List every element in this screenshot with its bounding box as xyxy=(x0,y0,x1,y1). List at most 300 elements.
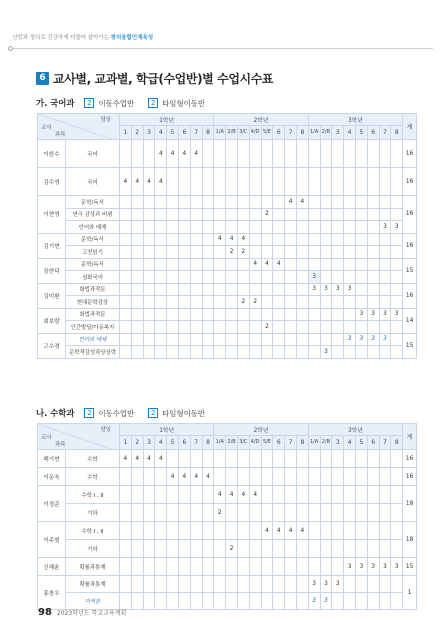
empty-cell xyxy=(167,283,179,296)
empty-cell xyxy=(391,321,403,334)
empty-cell xyxy=(178,346,190,359)
empty-cell xyxy=(237,196,249,209)
hours-cell: 3 xyxy=(355,558,367,576)
empty-cell xyxy=(355,540,367,558)
empty-cell xyxy=(120,308,132,321)
teacher-name: 이동욱 xyxy=(38,468,66,486)
empty-cell xyxy=(261,504,273,522)
empty-cell xyxy=(237,593,249,610)
empty-cell xyxy=(367,168,379,196)
empty-cell xyxy=(308,296,320,309)
empty-cell xyxy=(296,593,308,610)
class-number-header: 5 xyxy=(167,126,179,140)
empty-cell xyxy=(355,283,367,296)
subject-name: 인간발달/아동복지 xyxy=(66,321,120,334)
empty-cell xyxy=(344,468,356,486)
empty-cell xyxy=(226,333,238,346)
empty-cell xyxy=(237,346,249,359)
empty-cell xyxy=(344,576,356,593)
empty-cell xyxy=(379,450,391,468)
empty-cell xyxy=(131,140,143,168)
empty-cell xyxy=(261,271,273,284)
empty-cell xyxy=(226,504,238,522)
empty-cell xyxy=(379,208,391,221)
table-row xyxy=(38,258,417,271)
empty-cell xyxy=(367,540,379,558)
grade-3-header: 3학년 xyxy=(308,424,402,436)
hours-cell: 3 xyxy=(379,558,391,576)
empty-cell xyxy=(332,271,344,284)
empty-cell xyxy=(143,233,155,246)
class-number-header: 5 xyxy=(355,126,367,140)
empty-cell xyxy=(285,540,297,558)
table-row xyxy=(38,468,417,486)
class-number-header: 4/D xyxy=(249,126,261,140)
hours-cell: 2 xyxy=(214,504,226,522)
empty-cell xyxy=(202,233,214,246)
empty-cell xyxy=(214,258,226,271)
empty-cell xyxy=(202,540,214,558)
empty-cell xyxy=(167,346,179,359)
empty-cell xyxy=(167,504,179,522)
grade-1-header: 1학년 xyxy=(120,114,214,126)
row-total: 15 xyxy=(403,258,417,283)
empty-cell xyxy=(120,558,132,576)
empty-cell xyxy=(296,321,308,334)
empty-cell xyxy=(320,258,332,271)
subject-name: 수학 xyxy=(66,468,120,486)
empty-cell xyxy=(143,540,155,558)
hours-cell: 3 xyxy=(332,283,344,296)
empty-cell xyxy=(320,504,332,522)
empty-cell xyxy=(355,522,367,540)
hours-cell: 3 xyxy=(379,308,391,321)
total-header: 계 xyxy=(403,114,417,140)
hours-cell: 3 xyxy=(320,593,332,610)
empty-cell xyxy=(155,540,167,558)
teacher-name: 이현영 xyxy=(38,196,66,234)
empty-cell xyxy=(120,140,132,168)
empty-cell xyxy=(237,450,249,468)
subject-name: 수학 I , II xyxy=(66,522,120,540)
empty-cell xyxy=(167,540,179,558)
empty-cell xyxy=(285,504,297,522)
empty-cell xyxy=(308,140,320,168)
empty-cell xyxy=(249,321,261,334)
table-row xyxy=(38,333,417,346)
hours-cell: 3 xyxy=(320,346,332,359)
empty-cell xyxy=(320,450,332,468)
empty-cell xyxy=(391,233,403,246)
hours-cell: 4 xyxy=(285,196,297,209)
empty-cell xyxy=(261,296,273,309)
legend-label-time-type: 타임형이동반 xyxy=(162,98,206,108)
empty-cell xyxy=(249,221,261,234)
empty-cell xyxy=(391,540,403,558)
empty-cell xyxy=(167,208,179,221)
empty-cell xyxy=(367,221,379,234)
table-row xyxy=(38,576,417,593)
empty-cell xyxy=(273,486,285,504)
empty-cell xyxy=(285,468,297,486)
teacher-name: 홍창우 xyxy=(38,576,66,610)
empty-cell xyxy=(332,140,344,168)
empty-cell xyxy=(273,296,285,309)
empty-cell xyxy=(143,283,155,296)
class-number-header: 6 xyxy=(273,436,285,450)
row-total: 16 xyxy=(403,196,417,234)
empty-cell xyxy=(202,168,214,196)
empty-cell xyxy=(155,486,167,504)
class-number-header: 8 xyxy=(296,126,308,140)
subject-name: 확률과통계 xyxy=(66,576,120,593)
empty-cell xyxy=(120,271,132,284)
empty-cell xyxy=(285,321,297,334)
empty-cell xyxy=(143,468,155,486)
empty-cell xyxy=(391,504,403,522)
empty-cell xyxy=(320,486,332,504)
empty-cell xyxy=(308,522,320,540)
empty-cell xyxy=(143,296,155,309)
empty-cell xyxy=(296,450,308,468)
empty-cell xyxy=(273,283,285,296)
class-number-header: 7 xyxy=(379,126,391,140)
hours-cell: 4 xyxy=(226,233,238,246)
subject-name: 연극 감상과 비평 xyxy=(66,208,120,221)
empty-cell xyxy=(178,196,190,209)
empty-cell xyxy=(155,522,167,540)
empty-cell xyxy=(367,576,379,593)
empty-cell xyxy=(332,593,344,610)
header-divider xyxy=(10,48,433,49)
table-row xyxy=(38,308,417,321)
class-number-header: 8 xyxy=(202,126,214,140)
class-number-header: 7 xyxy=(379,436,391,450)
empty-cell xyxy=(344,208,356,221)
empty-cell xyxy=(391,258,403,271)
empty-cell xyxy=(249,140,261,168)
empty-cell xyxy=(226,296,238,309)
class-number-header: 2/B xyxy=(226,436,238,450)
hours-cell: 4 xyxy=(273,522,285,540)
subsection-korean-header xyxy=(36,97,215,109)
empty-cell xyxy=(202,258,214,271)
empty-cell xyxy=(226,450,238,468)
empty-cell xyxy=(190,593,202,610)
empty-cell xyxy=(178,271,190,284)
hours-cell: 3 xyxy=(332,576,344,593)
empty-cell xyxy=(202,283,214,296)
empty-cell xyxy=(214,558,226,576)
subject-name: 언어와 매체 xyxy=(66,221,120,234)
empty-cell xyxy=(131,196,143,209)
empty-cell xyxy=(273,308,285,321)
empty-cell xyxy=(391,486,403,504)
empty-cell xyxy=(332,504,344,522)
empty-cell xyxy=(320,321,332,334)
empty-cell xyxy=(226,308,238,321)
empty-cell xyxy=(344,321,356,334)
hours-cell: 3 xyxy=(391,221,403,234)
empty-cell xyxy=(131,308,143,321)
class-number-header: 1/A xyxy=(308,126,320,140)
table-row xyxy=(38,346,417,359)
table-row xyxy=(38,558,417,576)
teacher-name: 이경준 xyxy=(38,486,66,522)
empty-cell xyxy=(355,140,367,168)
class-number-header: 7 xyxy=(190,126,202,140)
grade-2-header: 2학년 xyxy=(214,114,308,126)
empty-cell xyxy=(155,296,167,309)
empty-cell xyxy=(131,468,143,486)
empty-cell xyxy=(332,540,344,558)
empty-cell xyxy=(367,246,379,259)
corner-teacher-label: 교사 xyxy=(41,125,52,131)
empty-cell xyxy=(285,233,297,246)
hours-cell: 4 xyxy=(143,450,155,468)
empty-cell xyxy=(143,346,155,359)
empty-cell xyxy=(261,283,273,296)
empty-cell xyxy=(178,522,190,540)
empty-cell xyxy=(190,321,202,334)
empty-cell xyxy=(367,208,379,221)
empty-cell xyxy=(178,246,190,259)
empty-cell xyxy=(320,333,332,346)
hours-cell: 3 xyxy=(320,576,332,593)
empty-cell xyxy=(296,258,308,271)
row-total: 16 xyxy=(403,233,417,258)
subsection-title: 가. 국어과 xyxy=(36,98,75,108)
empty-cell xyxy=(131,522,143,540)
class-number-header: 4 xyxy=(344,436,356,450)
empty-cell xyxy=(308,246,320,259)
class-number-header: 6 xyxy=(367,436,379,450)
empty-cell xyxy=(214,540,226,558)
empty-cell xyxy=(332,346,344,359)
empty-cell xyxy=(273,233,285,246)
subject-name: 국어 xyxy=(66,140,120,168)
corner-homeroom-label: 담임 xyxy=(100,427,111,433)
hours-cell: 4 xyxy=(143,168,155,196)
empty-cell xyxy=(320,522,332,540)
empty-cell xyxy=(131,486,143,504)
empty-cell xyxy=(178,308,190,321)
empty-cell xyxy=(261,333,273,346)
hours-cell: 2 xyxy=(261,208,273,221)
empty-cell xyxy=(214,140,226,168)
class-number-header: 1/A xyxy=(308,436,320,450)
empty-cell xyxy=(355,233,367,246)
hours-cell: 3 xyxy=(344,283,356,296)
empty-cell xyxy=(379,468,391,486)
section-title-text: 교사별, 교과별, 학급(수업반)별 수업시수표 xyxy=(53,72,274,86)
class-number-header: 3/C xyxy=(237,436,249,450)
row-total: 16 xyxy=(403,168,417,196)
hours-cell: 3 xyxy=(308,593,320,610)
empty-cell xyxy=(344,540,356,558)
subject-name: 기하 xyxy=(66,540,120,558)
empty-cell xyxy=(249,450,261,468)
class-number-header: 8 xyxy=(391,126,403,140)
empty-cell xyxy=(285,576,297,593)
empty-cell xyxy=(214,308,226,321)
empty-cell xyxy=(273,346,285,359)
empty-cell xyxy=(261,140,273,168)
empty-cell xyxy=(285,140,297,168)
empty-cell xyxy=(249,504,261,522)
empty-cell xyxy=(332,308,344,321)
empty-cell xyxy=(285,308,297,321)
empty-cell xyxy=(237,308,249,321)
hours-cell: 4 xyxy=(285,522,297,540)
empty-cell xyxy=(190,233,202,246)
hours-cell: 3 xyxy=(308,576,320,593)
empty-cell xyxy=(143,333,155,346)
empty-cell xyxy=(285,296,297,309)
class-number-header: 5 xyxy=(167,436,179,450)
subject-name: 문학적감성과상상력 xyxy=(66,346,120,359)
empty-cell xyxy=(237,168,249,196)
empty-cell xyxy=(273,321,285,334)
empty-cell xyxy=(391,593,403,610)
section-number-badge: 6 xyxy=(36,72,49,85)
legend-label-moving-class: 이동수업반 xyxy=(98,408,135,418)
footer-text: 2023학년도 학교교육계획 xyxy=(56,610,127,617)
empty-cell xyxy=(155,258,167,271)
empty-cell xyxy=(285,258,297,271)
empty-cell xyxy=(355,346,367,359)
empty-cell xyxy=(202,296,214,309)
empty-cell xyxy=(308,196,320,209)
empty-cell xyxy=(237,558,249,576)
empty-cell xyxy=(167,593,179,610)
empty-cell xyxy=(226,283,238,296)
legend-box-time-type: 2 xyxy=(148,408,158,418)
empty-cell xyxy=(285,221,297,234)
subject-name: 확률과통계 xyxy=(66,558,120,576)
hours-cell: 4 xyxy=(249,486,261,504)
empty-cell xyxy=(285,333,297,346)
hours-cell: 2 xyxy=(261,321,273,334)
teacher-name: 김미환 xyxy=(38,283,66,308)
empty-cell xyxy=(190,271,202,284)
empty-cell xyxy=(226,346,238,359)
empty-cell xyxy=(237,504,249,522)
hours-cell: 3 xyxy=(391,308,403,321)
empty-cell xyxy=(344,346,356,359)
empty-cell xyxy=(379,504,391,522)
empty-cell xyxy=(202,208,214,221)
empty-cell xyxy=(308,233,320,246)
empty-cell xyxy=(308,258,320,271)
legend-box-moving-class: 2 xyxy=(84,98,94,108)
empty-cell xyxy=(178,321,190,334)
header-dot-icon xyxy=(8,46,13,51)
empty-cell xyxy=(155,558,167,576)
empty-cell xyxy=(202,486,214,504)
table-row xyxy=(38,196,417,209)
empty-cell xyxy=(355,296,367,309)
class-number-header: 2/B xyxy=(226,126,238,140)
empty-cell xyxy=(285,168,297,196)
hours-cell: 4 xyxy=(131,168,143,196)
hours-cell: 4 xyxy=(202,468,214,486)
hours-cell: 4 xyxy=(131,450,143,468)
class-number-header: 2 xyxy=(131,436,143,450)
korean-schedule-table xyxy=(37,113,417,359)
hours-cell: 3 xyxy=(379,333,391,346)
empty-cell xyxy=(296,308,308,321)
empty-cell xyxy=(261,196,273,209)
class-number-header: 5/E xyxy=(261,436,273,450)
corner-subject-label: 과목 xyxy=(55,442,66,448)
empty-cell xyxy=(131,321,143,334)
empty-cell xyxy=(214,283,226,296)
empty-cell xyxy=(226,576,238,593)
empty-cell xyxy=(190,486,202,504)
empty-cell xyxy=(167,558,179,576)
empty-cell xyxy=(190,576,202,593)
empty-cell xyxy=(249,168,261,196)
empty-cell xyxy=(226,593,238,610)
empty-cell xyxy=(120,196,132,209)
page-footer xyxy=(38,607,126,618)
empty-cell xyxy=(344,140,356,168)
empty-cell xyxy=(178,233,190,246)
empty-cell xyxy=(355,321,367,334)
empty-cell xyxy=(379,522,391,540)
empty-cell xyxy=(155,208,167,221)
empty-cell xyxy=(332,450,344,468)
hours-cell: 4 xyxy=(237,486,249,504)
empty-cell xyxy=(273,168,285,196)
empty-cell xyxy=(320,246,332,259)
empty-cell xyxy=(308,540,320,558)
empty-cell xyxy=(190,296,202,309)
empty-cell xyxy=(237,140,249,168)
empty-cell xyxy=(344,504,356,522)
subject-name: 화법과작문 xyxy=(66,308,120,321)
row-total: 18 xyxy=(403,486,417,522)
empty-cell xyxy=(190,208,202,221)
empty-cell xyxy=(249,333,261,346)
empty-cell xyxy=(214,208,226,221)
hours-cell: 4 xyxy=(296,196,308,209)
hours-cell: 3 xyxy=(367,333,379,346)
hours-cell: 3 xyxy=(320,283,332,296)
empty-cell xyxy=(261,346,273,359)
empty-cell xyxy=(355,208,367,221)
empty-cell xyxy=(273,140,285,168)
hours-cell: 4 xyxy=(273,258,285,271)
empty-cell xyxy=(249,196,261,209)
empty-cell xyxy=(344,296,356,309)
empty-cell xyxy=(178,486,190,504)
hours-cell: 4 xyxy=(155,140,167,168)
empty-cell xyxy=(308,504,320,522)
empty-cell xyxy=(285,450,297,468)
empty-cell xyxy=(143,246,155,259)
empty-cell xyxy=(143,221,155,234)
legend-box-moving-class: 2 xyxy=(84,408,94,418)
hours-cell: 2 xyxy=(237,246,249,259)
empty-cell xyxy=(355,246,367,259)
empty-cell xyxy=(296,576,308,593)
empty-cell xyxy=(214,522,226,540)
total-header: 계 xyxy=(403,424,417,450)
empty-cell xyxy=(379,246,391,259)
empty-cell xyxy=(226,140,238,168)
